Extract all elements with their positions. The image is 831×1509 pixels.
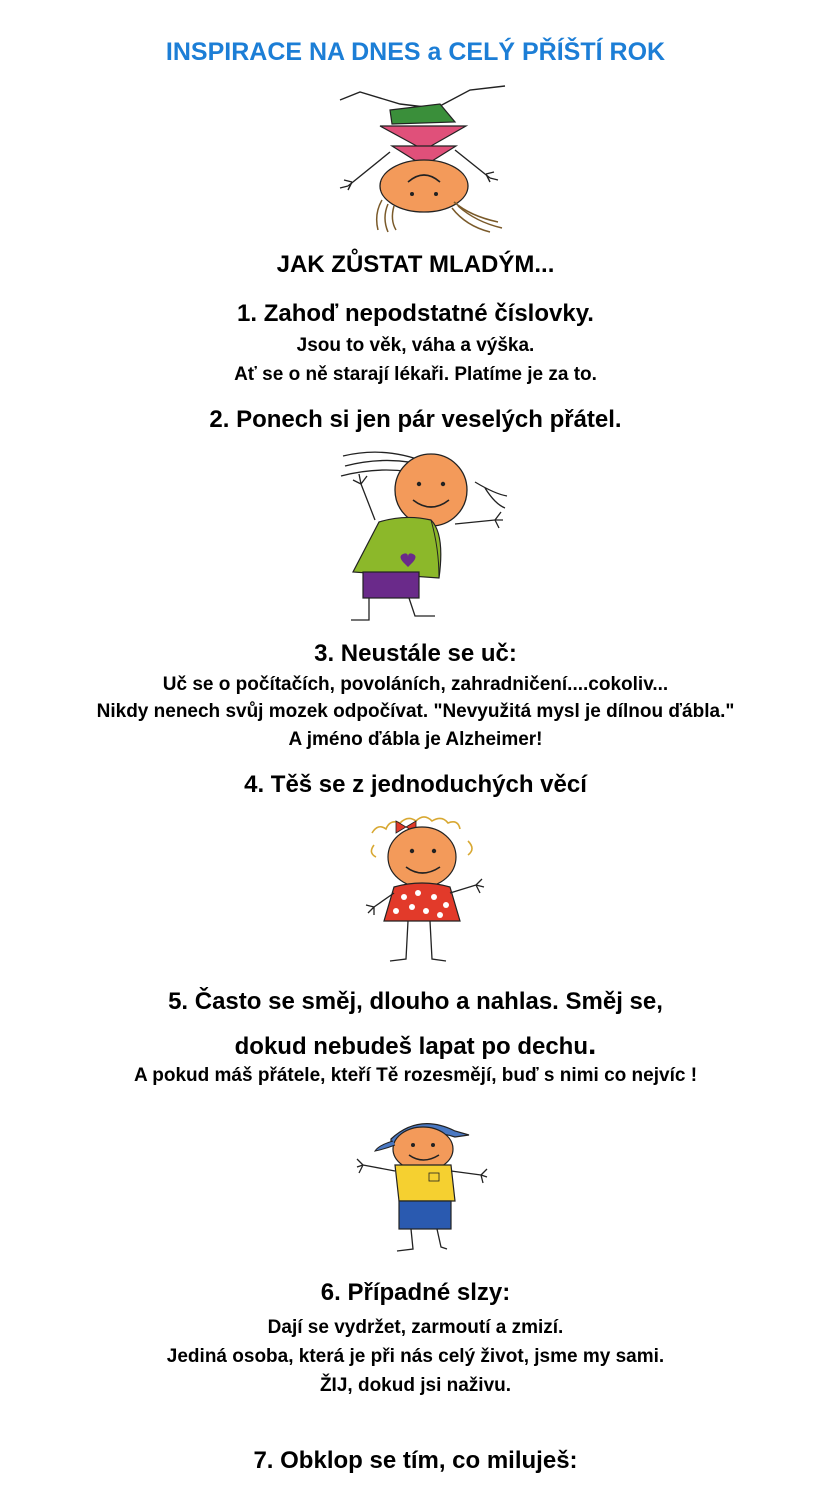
item-1-line-1: Jsou to věk, váha a výška. xyxy=(296,335,535,356)
item-5-heading: 5. Často se směj, dlouho a nahlas. Směj se, xyxy=(168,988,663,1015)
item-4-heading: 4. Těš se z jednoduchých věcí xyxy=(244,771,587,798)
item-6-line-1: Dají se vydržet, zarmoutí a zmizí. xyxy=(267,1317,564,1338)
item-1-line-2: Ať se o ně starají lékaři. Platíme je za to. xyxy=(234,364,597,385)
section-subtitle: JAK ZŮSTAT MLADÝM... xyxy=(276,251,555,278)
item-3-heading: 3. Neustále se uč: xyxy=(314,640,517,667)
item-2-heading: 2. Ponech si jen pár veselých přátel. xyxy=(209,406,622,433)
item-6-line-3: ŽIJ, dokud jsi naživu. xyxy=(319,1375,512,1396)
upside-down-girl-illustration xyxy=(330,82,510,234)
item-6-heading: 6. Případné slzy: xyxy=(320,1279,511,1306)
green-dress-girl-illustration xyxy=(335,448,510,624)
item-3-line-1: Uč se o počítačích, povoláních, zahradničení....cokoliv... xyxy=(162,674,669,695)
red-dotted-dress-girl-illustration xyxy=(360,815,490,965)
page-title: INSPIRACE NA DNES a CELÝ PŘÍŠTÍ ROK xyxy=(165,38,666,66)
item-1-heading: 1. Zahoď nepodstatné číslovky. xyxy=(237,300,594,327)
item-3-line-2: Nikdy nenech svůj mozek odpočívat. "Nevyužitá mysl je dílnou ďábla." xyxy=(96,701,735,722)
item-7-heading: 7. Obklop se tím, co miluješ: xyxy=(253,1447,578,1474)
item-3-line-3: A jméno ďábla je Alzheimer! xyxy=(288,729,543,750)
item-5-line-1: A pokud máš přátele, kteří Tě rozesmějí, buď s nimi co nejvíc ! xyxy=(133,1065,698,1086)
cap-boy-illustration xyxy=(355,1115,490,1257)
item-5-heading-line-2: dokud nebudeš lapat po dechu. xyxy=(234,1028,597,1061)
item-6-line-2: Jediná osoba, která je při nás celý život, jsme my sami. xyxy=(166,1346,665,1367)
